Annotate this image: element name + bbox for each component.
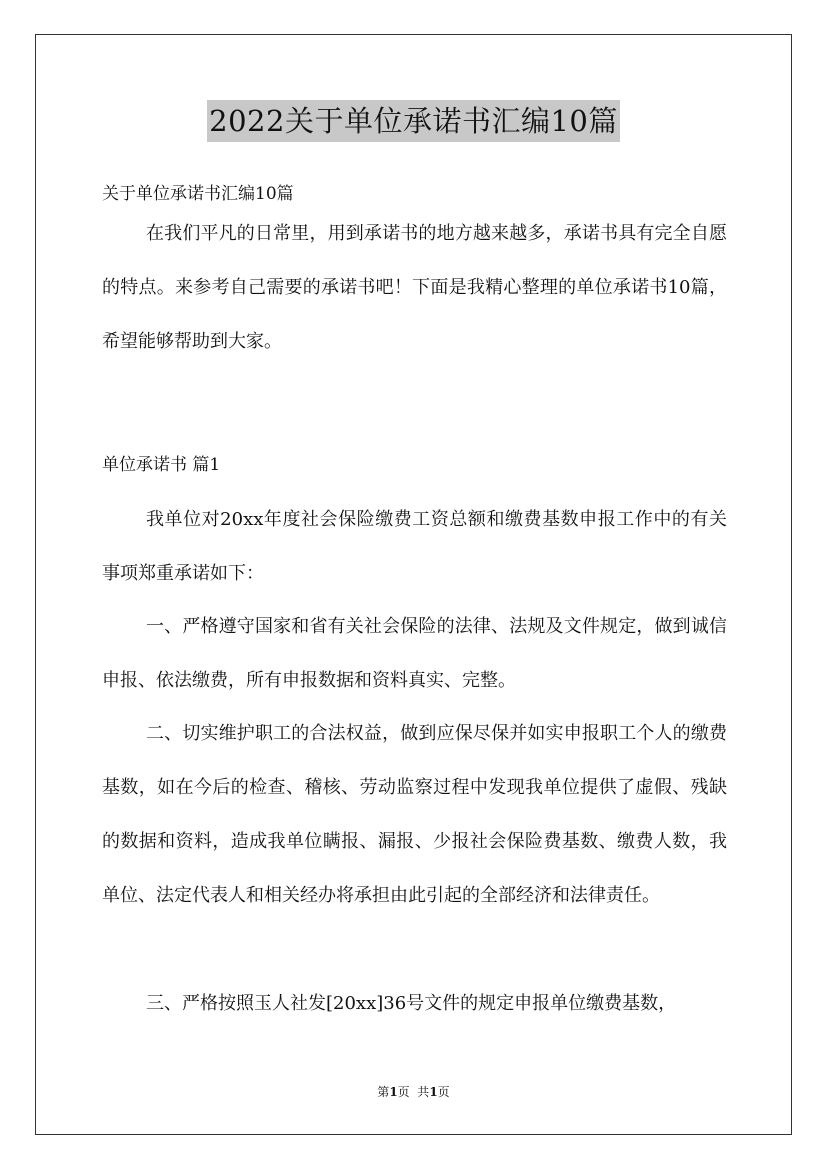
intro-paragraph: 在我们平凡的日常里，用到承诺书的地方越来越多，承诺书具有完全自愿的特点。来参考自己需要的承诺书吧！下面是我精心整理的单位承诺书10篇，希望能够帮助到大家。	[102, 223, 727, 352]
paragraph-1: 我单位对20xx年度社会保险缴费工资总额和缴费基数申报工作中的有关事项郑重承诺如下：	[102, 509, 727, 584]
page-footer	[0, 1082, 827, 1102]
footer-page-number: 1	[389, 1085, 398, 1099]
footer-prefix: 第	[377, 1085, 390, 1099]
title-container	[0, 100, 827, 142]
footer-total-pages: 1	[429, 1085, 438, 1099]
paragraph-2: 一、严格遵守国家和省有关社会保险的法律、法规及文件规定，做到诚信申报、依法缴费，所有申报数据和资料真实、完整。	[102, 616, 727, 691]
document-title: 2022关于单位承诺书汇编10篇	[207, 100, 620, 142]
footer-suffix: 页	[437, 1085, 450, 1099]
paragraph-4: 三、严格按照玉人社发[20xx]36号文件的规定申报单位缴费基数，	[146, 993, 677, 1014]
section-heading: 单位承诺书 篇1	[102, 455, 221, 475]
paragraph-3: 二、切实维护职工的合法权益，做到应保尽保并如实申报职工个人的缴费基数，如在今后的检查、稽核、劳动监察过程中发现我单位提供了虚假、残缺的数据和资料，造成我单位瞒报、漏报、少报社会保险费基数、缴费人数，我单位、法定代表人和相关经办将承担由此引起的全部经济和法律责任。	[102, 723, 727, 906]
document-subtitle: 关于单位承诺书汇编10篇	[102, 184, 294, 204]
footer-middle: 页 共	[397, 1085, 430, 1099]
